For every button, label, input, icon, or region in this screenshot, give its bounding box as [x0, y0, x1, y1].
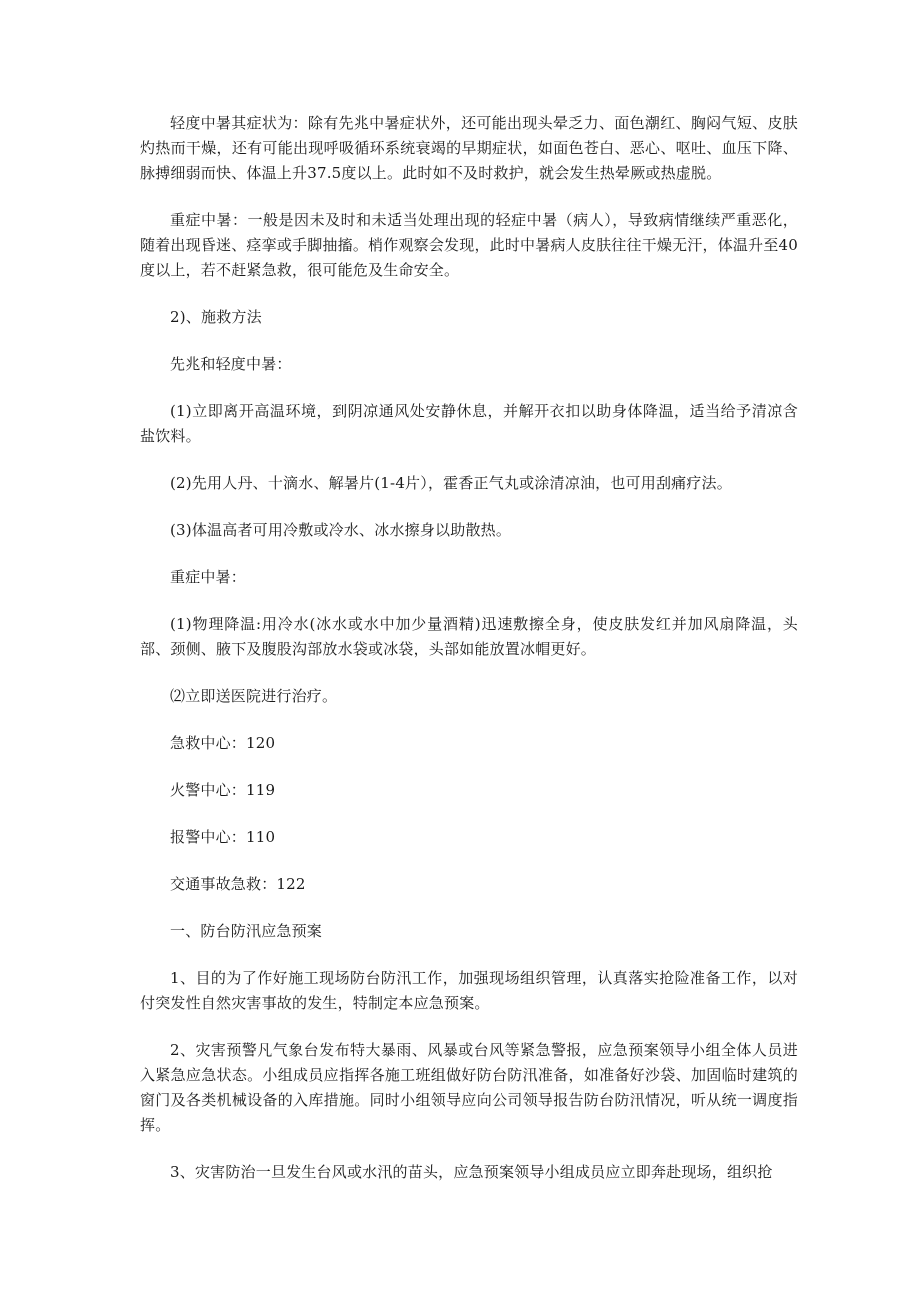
phone-traffic-accident: 交通事故急救：122 — [170, 875, 306, 893]
subheading-severe: 重症中暑： — [170, 568, 247, 586]
subheading-mild: 先兆和轻度中暑： — [170, 355, 292, 373]
paragraph-disaster-warning: 2、灾害预警凡气象台发布特大暴雨、风暴或台风等紧急警报，应急预案领导小组全体人员进入紧急应急状态。小组成员应指挥各施工班组做好防台防汛准备，如准备好沙袋、加固临时建筑的窗门及各类机械设备的入库措施。同时小组领导应向公司领导报告防台防汛情况，听从统一调度指挥。 — [140, 1041, 798, 1134]
list-item-severe-1: (1)物理降温:用冷水(冰水或水中加少量酒精)迅速敷擦全身，使皮肤发红并加风扇降温，头部、颈侧、腋下及腹股沟部放水袋或冰袋，头部如能放置冰帽更好。 — [140, 615, 798, 658]
paragraph-severe-heatstroke: 重症中暑：一般是因未及时和未适当处理出现的轻症中暑（病人），导致病情继续严重恶化，随着出现昏迷、痉挛或手脚抽搐。梢作观察会发现，此时中暑病人皮肤往往干燥无汗，体温升至40度以上，若不赶紧急救，很可能危及生命安全。 — [140, 211, 798, 279]
section-heading-typhoon-flood-plan: 一、防台防汛应急预案 — [170, 922, 323, 940]
list-item-severe-2: ⑵立即送医院进行治疗。 — [170, 687, 338, 705]
phone-police-center: 报警中心：110 — [170, 828, 276, 846]
list-item-mild-1: (1)立即离开高温环境，到阴凉通风处安静休息，并解开衣扣以助身体降温，适当给予清凉含盐饮料。 — [140, 402, 798, 445]
phone-fire-center: 火警中心：119 — [170, 781, 276, 799]
paragraph-disaster-prevention: 3、灾害防治一旦发生台风或水汛的苗头，应急预案领导小组成员应立即奔赴现场，组织抢 — [170, 1163, 773, 1181]
paragraph-purpose: 1、目的为了作好施工现场防台防汛工作，加强现场组织管理，认真落实抢险准备工作，以对付突发性自然灾害事故的发生，特制定本应急预案。 — [140, 969, 798, 1012]
document-body — [140, 111, 798, 1207]
list-item-mild-2: (2)先用人丹、十滴水、解暑片(1-4片），霍香正气丸或涂清凉油，也可用刮痛疗法。 — [170, 474, 732, 492]
list-item-mild-3: (3)体温高者可用冷敷或冷水、冰水擦身以助散热。 — [170, 521, 512, 539]
section-heading-rescue-methods: 2)、施救方法 — [170, 308, 262, 326]
phone-emergency-center: 急救中心：120 — [170, 734, 276, 752]
paragraph-mild-heatstroke: 轻度中暑其症状为：除有先兆中暑症状外，还可能出现头晕乏力、面色潮红、胸闷气短、皮肤灼热而干燥，还有可能出现呼吸循环系统衰竭的早期症状，如面色苍白、恶心、呕吐、血压下降、脉搏细弱而快、体温上升37.5度以上。此时如不及时救护，就会发生热晕厥或热虚脱。 — [140, 114, 798, 182]
